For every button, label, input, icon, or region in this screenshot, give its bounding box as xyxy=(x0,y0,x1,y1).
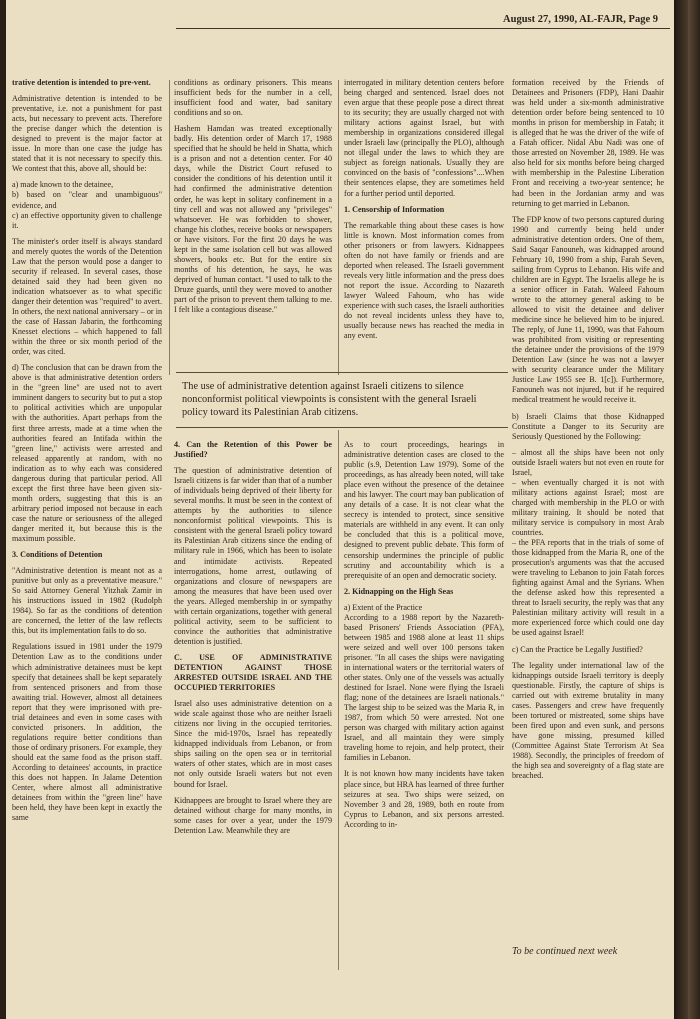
section-heading: 3. Conditions of Detention xyxy=(12,550,103,560)
section-heading: C. USE OF ADMINISTRATIVE DETENTION AGAINST THOSE ARRESTED OUTSIDE ISRAEL AND THE OCCUPIED TERRITORIES xyxy=(174,652,332,693)
paragraph: "Administrative detention is meant not as a punitive but only as a preventative measure." So said Attorney General Yitzhak Zamir in his instructions issued in 1982 (Rudolph 1984). So far as the conditions of detention are concerned, the letter of the law reflects this, but its implementation fails to do so. xyxy=(12,566,162,636)
column-3-bottom xyxy=(344,440,504,836)
paragraph: Hashem Hamdan was treated exceptionally badly. His detention order of March 17, 1988 specified that he should be held in Shatta, which is a prison and not a detention center. For 40 days, while the District Court refused to consider the conditions of his detention until it had confirmed the administrative detention order, he was kept in solitary confinement in a tiny cell and was not allowed any "privileges" whatsoever. He was forbidden to shower, change his clothes, receive books or newspapers or have visitors. For the first 20 days he was kept in the same isolation cell but was allowed showers, books etc. But for the entire six months of his detention, he says, he was deprived of human contact. "I used to talk to the Druze guards, until they were moved to another part of the prison to prevent them talking to me. I felt like a contagious disease." xyxy=(174,124,332,315)
book-binding xyxy=(674,0,700,1019)
paragraph: As to court proceedings, hearings in administrative detention cases are closed to the public (s.9, Detention Law 1979). Some of the proceedings, as has already been noted, will take place even without the presence of the detainee and his lawyer. The court may ban publication of any details of a case. It is not clear what the secrecy is intended to protect, since sensitive materials are withheld in any event. It can only be concluded that this is a political move, designed to prevent public debate. This form of censorship undermines the principle of public scrutiny and accountability which is a prerequisite of an open and democratic society. xyxy=(344,440,504,580)
column-divider xyxy=(338,430,339,970)
column-3-top xyxy=(344,78,504,347)
paragraph: Kidnappees are brought to Israel where they are detained without charge for many months, in some cases for over a year, under the 1979 Detention Law. Meanwhile they are xyxy=(174,795,332,835)
paragraph: Administrative detention is intended to be preventative, i.e. not a punishment for past acts, but necessary to prevent acts. Therefore the precise danger which the detention is designed to prevent is the major factor at issue. In more than one case the judge has stated that it is not necessary to specify this. We contest that this, above all, should be: xyxy=(12,94,162,174)
list-item: a) made known to the detainee, xyxy=(12,180,114,190)
header-rule xyxy=(176,28,670,29)
column-divider xyxy=(338,80,339,375)
binding-edge xyxy=(674,0,688,1019)
list-item: b) based on "clear and unambiguous" evidence, and xyxy=(12,190,162,210)
section-heading: 4. Can the Retention of this Power be Justified? xyxy=(174,440,332,460)
list-item: – the PFA reports that in the trials of some of those kidnapped from the Maria R, one of the prosecution's arguments was that the accused were traveling to Lebanon to join Fatah forces fighting against Amal and the Syrians. When the defense asked how this represented a threat to Israeli security, the reply was that any Palestinian military activity will result in a more experienced force which could one day be used against Israel! xyxy=(512,538,664,638)
list-item: – almost all the ships have been not only outside Israeli waters but not even en route for Israel, xyxy=(512,447,664,477)
section-heading: 2. Kidnapping on the High Seas xyxy=(344,586,454,596)
lead-text: trative detention is intended to pre-vent. xyxy=(12,78,151,87)
section-heading: 1. Censorship of Information xyxy=(344,204,445,214)
column-2-top xyxy=(174,78,332,321)
column-divider xyxy=(169,80,170,375)
paragraph: The question of administrative detention of Israeli citizens is far wider than that of a number of individuals being deprived of their liberty for several months. It must be seen in the context of attempts by the authorities to silence nonconformist political viewpoints. This is consistent with the general Israeli policy toward its Palestinian Arab citizens since the ending of military rule in 1966, which has been to isolate and intimidate activists. Repeated interrogations, home arrest, outlawing of organizations and closure of newspapers are among the measures that have been used over the years. Alleged membership in or sympathy with certain organizations, together with general political activity, seem to be sufficient to convince the authorities that administrative detention is justified. xyxy=(174,466,332,646)
paragraph: Israel also uses administrative detention on a wide scale against those who are neither Israeli citizens nor living in the occupied territories. Since the mid-1970s, Israel has repeatedly kidnapped individuals from Lebanon, or from ships sailing on the open sea or in territorial waters of other states, which are in most cases not only outside Israeli waters but not even bound for Israel. xyxy=(174,699,332,789)
paragraph: The minister's order itself is always standard and merely quotes the words of the Detention Law that the person would pose a danger to security if released. In several cases, those detained said they had been given no indication whatsoever as to what specific danger their detention was "required" to avert. In others, the next national anniversary – or in the case of Hassan Jabarin, the forthcoming Knesset elections – which happened to fall within the three or six month period of the order, was cited. xyxy=(12,236,162,357)
paragraph: interrogated in military detention centers before being charged and sentenced. Israel does not even argue that these people pose a direct threat to its security; they are usually charged not with military actions against Israel, but with membership in organizations considered illegal under Israeli law (principally the PLO), although not illegal under the laws to which they are subject as foreign nationals. Usually they are convinced on the basis of "confessions"....When their sentences elapse, they are sometimes held for a further period until deported. xyxy=(344,78,504,198)
paragraph: b) Israeli Claims that those Kidnapped Constitute a Danger to its Security are Seriously Questioned by the Following: xyxy=(512,411,664,441)
paragraph: The FDP know of two persons captured during 1990 and currently being held under administrative detention orders. One of them, Said Saqar Fanouneh, was kidnapped around February 10, 1990 from a ship, Farah Seven, sailing from Cyprus to Lebanon. His wife and children are in Egypt. The Israelis allege he is a senior officer in Fatah. Waleed Fahoum wrote to the attorney general asking to be allowed to visit the detainee and deliver medicine since he believed him to be injured. The reply, of June 11, 1990, was that Fahoum was prohibited from visiting or representing the detainee under the provisions of the 1979 Detention Law (since he was not a lawyer with security clearance under the Military Justice Law 1955 see B. 1[c]). Furthermore, Fanouneh was not injured, but if he required medical treatment he would receive it. xyxy=(512,214,664,405)
paragraph: formation received by the Friends of Detainees and Prisoners (FDP), Hani Daahir was held under a six-month administrative detention order before being sentenced to 10 months in prison for membership in Fatah; it is alleged that he was the driver of the wife of a Fatah officer. Nidal Abu Nadi was one of those arrested on November 28, 1989. He was also held for six months before being charged with membership in the Palestine Liberation Front and receiving a two-year sentence; he had been in the Jordanian army and was returning to get married in Lebanon. xyxy=(512,78,664,208)
paragraph: conditions as ordinary prisoners. This means insufficient beds for the number in a cell, insufficient food and water, bad sanitary conditions and so on. xyxy=(174,78,332,118)
list-item: c) an effective opportunity given to challenge it. xyxy=(12,210,162,230)
paragraph: The remarkable thing about these cases is how little is known. Most information comes from other prisoners or from lawyers. Kidnappees often do not have family or friends and are deported when released. The Israeli government reveals very little information and the press does not report the issue. According to Nazareth lawyer Waleed Fahoum, who has wide experience with such cases, the Israeli authorities do not reveal incidents unless they have to, usually because news has reached the media in any event. xyxy=(344,220,504,341)
paragraph: a) Extent of the Practice According to a 1988 report by the Nazareth-based Prisoners' Friends Association (PFA), between 1985 and 1988 alone at least 11 ships were seized and well over 100 persons taken prisoner. "In all cases the ships were navigating in international waters or the territorial waters of other states. Only one of the vessels was actually destined for Israel. None were flying the Israeli flag; none of the detainees are Israeli nationals." The largest ship to be seized was the Maria R, in 1987, from which 50 were arrested. Not one person was charged with military action against Israel, and all maintain they were simply traveling home to rejoin, and help protect, their families in Lebanon. xyxy=(344,602,504,763)
page-header: August 27, 1990, AL-FAJR, Page 9 xyxy=(503,14,658,25)
pull-quote: The use of administrative detention against Israeli citizens to silence nonconformist political viewpoints is consistent with the general Israeli policy toward its Palestinian Arab citizens. xyxy=(176,372,508,428)
newspaper-page xyxy=(6,0,674,1019)
paragraph: It is not known how many incidents have taken place since, but HRA has learned of three further seizures at sea. Two ships were seized, on November 3 and 28, 1989, both en route from Cyprus to Lebanon, and six persons arrested. According to in- xyxy=(344,769,504,829)
paragraph: Regulations issued in 1981 under the 1979 Detention Law as to the conditions under which administrative detainees must be kept specify that detainees shall be kept separately from sentenced prisoners and from those awaiting trial. However, almost all detainees report that they were imprisoned with pre-trial detainees and even in some cases with convicted prisoners. In addition, the regulations require better conditions than those of ordinary prisoners. For example, they should eat the same food as the prison staff. According to detainees' accounts, in practice this does not happen. In Jalame Detention Center, where almost all administrative detainees from within the "green line" have been held, they have been kept in exactly the same xyxy=(12,642,162,823)
column-2-bottom xyxy=(174,440,332,842)
subheading: c) Can the Practice be Legally Justified? xyxy=(512,644,643,654)
column-4 xyxy=(512,78,664,787)
paragraph: d) The conclusion that can be drawn from the above is that administrative detention orders in the "green line" are used not to avert imminent dangers to security but to put a stop to political activities which are unpopular with the authorities. Apart perhaps from the first three arrests, made at a time when the authorities feared an Intifada within the "green line," activists were arrested and released apparently at random, with no indication as to why each was considered dangerous during that particular period. All except the first three have been given six-month orders, suggesting that this is an arbitrary period imposed not because in each case the nature or seriousness of the alleged danger merited it, but because this is the maximum possible. xyxy=(12,363,162,544)
column-1 xyxy=(12,78,162,829)
continued-note: To be continued next week xyxy=(512,946,618,957)
list-item: – when eventually charged it is not with military actions against Israel; most are charged with membership in the PLO or with military training. It should be noted that military service is compulsory in most Arab countries. xyxy=(512,477,664,538)
paragraph: The legality under international law of the kidnappings outside Israeli territory is deeply questionable. Firstly, the capture of ships is carried out with extreme brutality in many cases. Passengers and crew have frequently been tortured or mistreated, some ships have been fired upon and even sunk, and persons have gone missing, presumed killed (Committee Against State Terrorism At Sea 1988). Secondly, the principles of freedom of the high sea and sovereignty of a flag state are breached. xyxy=(512,660,664,781)
